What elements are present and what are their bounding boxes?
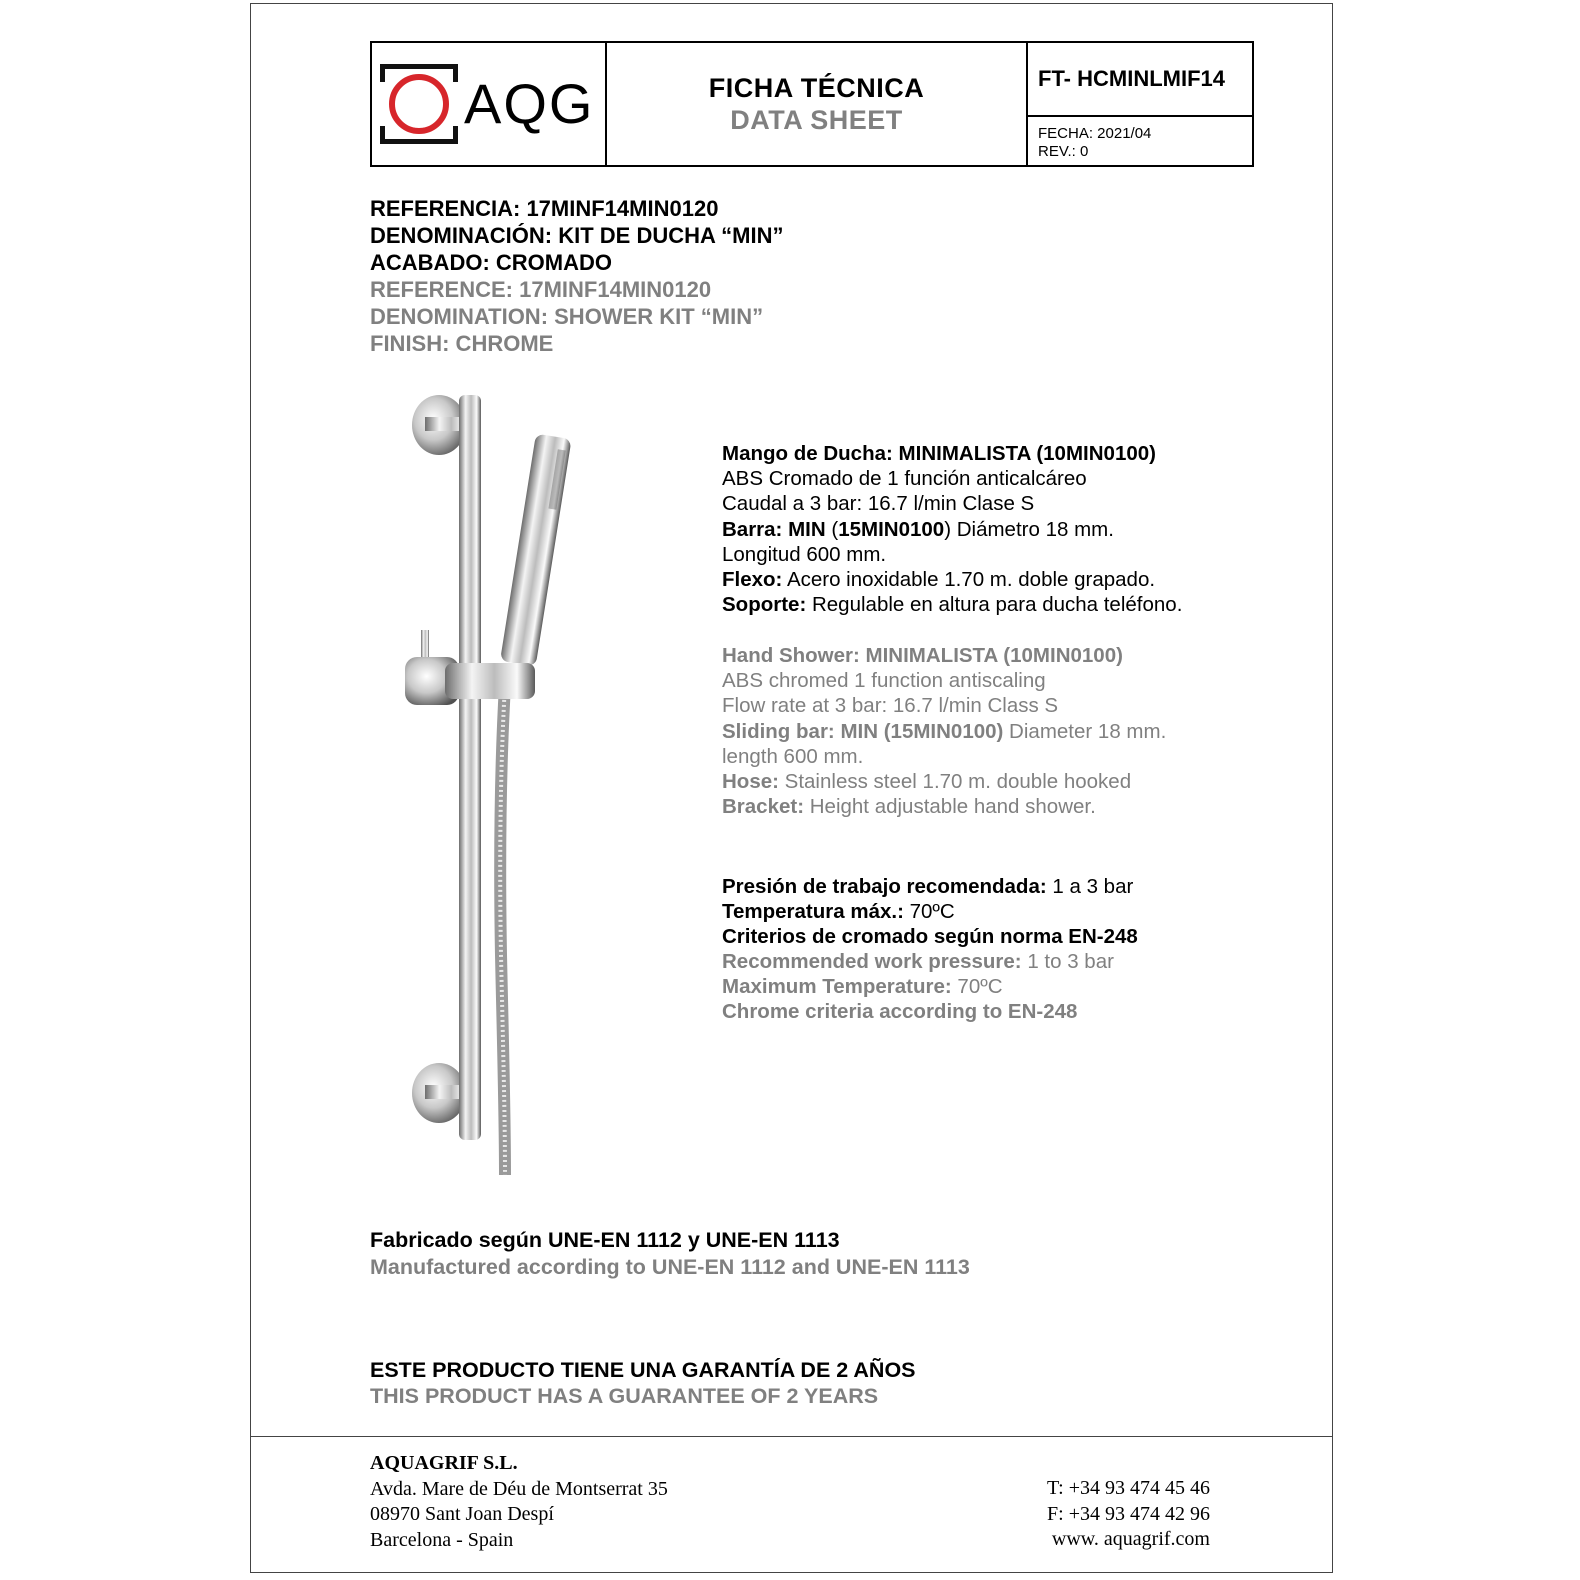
temp-label-en: Maximum Temperature: bbox=[722, 975, 952, 999]
bracket-value-es: Regulable en altura para ducha teléfono. bbox=[806, 593, 1183, 617]
hose-label-en: Hose: bbox=[722, 770, 779, 794]
bar-label-es: Barra: MIN bbox=[722, 517, 826, 541]
bar-label-en: Sliding bar: MIN (15MIN0100) bbox=[722, 719, 1004, 743]
company-name: AQUAGRIF S.L. bbox=[370, 1452, 518, 1474]
finish-en: FINISH: CHROME bbox=[370, 331, 554, 356]
chrome-criteria-en: Chrome criteria according to EN-248 bbox=[722, 1000, 1078, 1024]
guarantee-es: ESTE PRODUCTO TIENE UNA GARANTÍA DE 2 AÑOS bbox=[370, 1358, 916, 1382]
pressure-label-en: Recommended work pressure: bbox=[722, 950, 1022, 973]
title-es: FICHA TÉCNICA bbox=[708, 73, 925, 103]
address-line3: Barcelona - Spain bbox=[370, 1528, 514, 1551]
denomination-en: DENOMINATION: SHOWER KIT “MIN” bbox=[370, 304, 764, 329]
bracket-value-en: Height adjustable hand shower. bbox=[804, 795, 1096, 819]
spec-line3-en: Flow rate at 3 bar: 16.7 l/min Class S bbox=[722, 694, 1059, 718]
spec-line2-en: ABS chromed 1 function antiscaling bbox=[722, 669, 1046, 693]
guarantee-block bbox=[370, 1357, 916, 1409]
bracket-label-es: Soporte: bbox=[722, 593, 807, 617]
finish-es: ACABADO: CROMADO bbox=[370, 250, 612, 275]
title-en: DATA SHEET bbox=[730, 105, 903, 135]
logo-text: AQG bbox=[464, 72, 595, 135]
manufacture-en: Manufactured according to UNE-EN 1112 and UNE-EN 1113 bbox=[370, 1255, 970, 1279]
address-line1: Avda. Mare de Déu de Montserrat 35 bbox=[370, 1477, 668, 1500]
temp-value-es: 70ºC bbox=[903, 900, 955, 924]
pressure-label-es: Presión de trabajo recomendada: bbox=[722, 875, 1047, 898]
specs-en bbox=[722, 643, 1166, 819]
working-es bbox=[722, 874, 1138, 950]
shower-kit-image bbox=[405, 395, 580, 1185]
hand-label-es: Mango de Ducha: bbox=[722, 442, 899, 465]
chrome-criteria-es: Criterios de cromado según norma EN-248 bbox=[722, 925, 1138, 949]
manufacture-es: Fabricado según UNE-EN 1112 y UNE-EN 1113 bbox=[370, 1228, 840, 1252]
pressure-value-es: 1 a 3 bar bbox=[1046, 875, 1134, 898]
reference-block bbox=[370, 195, 784, 357]
bracket-label-en: Bracket: bbox=[722, 795, 805, 819]
address-line2: 08970 Sant Joan Despí bbox=[370, 1503, 554, 1525]
date-line: FECHA: 2021/04 bbox=[1038, 125, 1152, 142]
header-table bbox=[370, 41, 1254, 167]
spec-line5-es: Longitud 600 mm. bbox=[722, 542, 887, 566]
spec-line3-es: Caudal a 3 bar: 16.7 l/min Clase S bbox=[722, 492, 1035, 516]
footer-contact bbox=[1047, 1476, 1210, 1553]
fax-number: F: +34 93 474 42 96 bbox=[1047, 1502, 1210, 1525]
rev-line: REV.: 0 bbox=[1038, 143, 1089, 160]
guarantee-en: THIS PRODUCT HAS A GUARANTEE OF 2 YEARS bbox=[370, 1384, 879, 1408]
spec-line2-es: ABS Cromado de 1 función anticalcáreo bbox=[722, 467, 1087, 491]
document-code: FT- HCMINLMIF14 bbox=[1028, 43, 1252, 117]
logo-cell bbox=[372, 43, 607, 165]
hose-label-es: Flexo: bbox=[722, 568, 783, 592]
title-cell bbox=[607, 43, 1028, 165]
working-en bbox=[722, 949, 1114, 1025]
hand-label-en: Hand Shower: bbox=[722, 644, 866, 667]
hand-value-en: MINIMALISTA (10MIN0100) bbox=[865, 644, 1123, 667]
hose-value-en: Stainless steel 1.70 m. double hooked bbox=[778, 770, 1132, 794]
document-meta bbox=[1028, 117, 1252, 165]
bar-rest-en: Diameter 18 mm. bbox=[1003, 719, 1167, 743]
temp-label-es: Temperatura máx.: bbox=[722, 900, 904, 924]
footer-divider bbox=[250, 1436, 1333, 1437]
bar-open-es: ( bbox=[825, 517, 839, 541]
website-link[interactable]: www. aquagrif.com bbox=[1051, 1528, 1210, 1550]
manufacture-block bbox=[370, 1227, 970, 1281]
pressure-value-en: 1 to 3 bar bbox=[1021, 950, 1114, 973]
code-cell bbox=[1028, 43, 1252, 165]
footer-address bbox=[370, 1451, 668, 1553]
phone-number: T: +34 93 474 45 46 bbox=[1046, 1477, 1210, 1499]
bar-rest-es: ) Diámetro 18 mm. bbox=[944, 517, 1114, 541]
hose-value-es: Acero inoxidable 1.70 m. doble grapado. bbox=[782, 568, 1156, 592]
spec-line5-en: length 600 mm. bbox=[722, 744, 864, 768]
specs-es bbox=[722, 441, 1182, 617]
denomination-es: DENOMINACIÓN: KIT DE DUCHA “MIN” bbox=[370, 223, 784, 248]
aqg-logo-icon bbox=[380, 64, 458, 144]
reference-es: REFERENCIA: 17MINF14MIN0120 bbox=[370, 196, 719, 221]
reference-en: REFERENCE: 17MINF14MIN0120 bbox=[370, 277, 712, 302]
temp-value-en: 70ºC bbox=[951, 975, 1003, 999]
hand-value-es: MINIMALISTA (10MIN0100) bbox=[898, 442, 1156, 465]
bar-code-es: 15MIN0100 bbox=[838, 517, 945, 541]
